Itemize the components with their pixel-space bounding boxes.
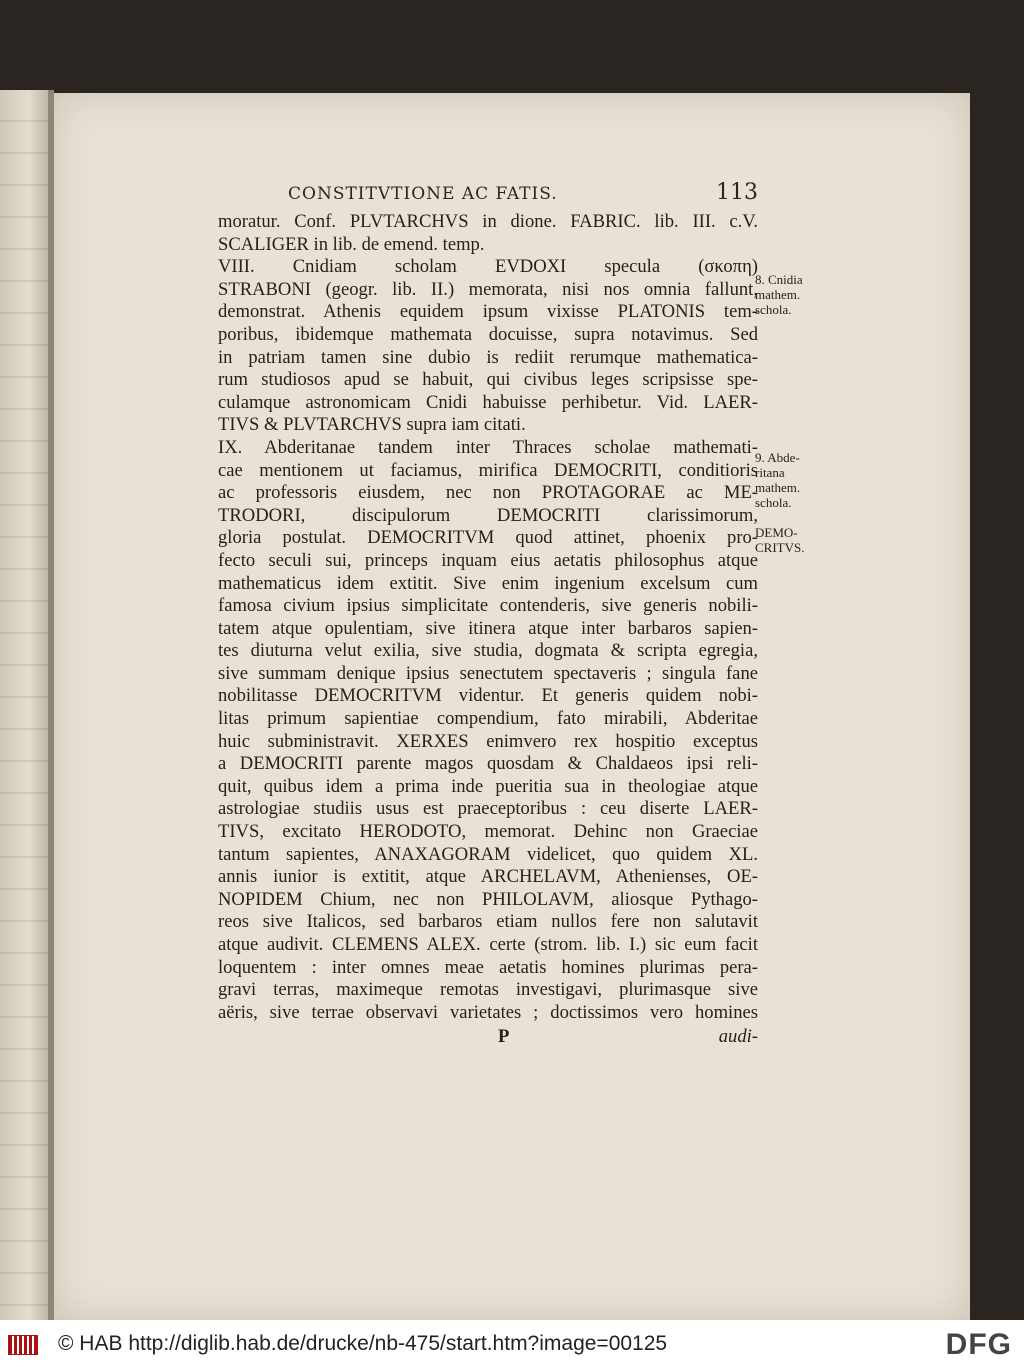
text-line: aëris, sive terrae observavi varietates ; doctissimos vero homines <box>218 1001 758 1023</box>
text-line: cae mentionem ut faciamus, mirifica DEMOCRITI, conditioris <box>218 459 758 481</box>
page-content <box>218 180 758 1048</box>
text-line: loquentem : inter omnes meae aetatis homines plurimas pera- <box>218 956 758 978</box>
text-line: TRODORI, discipulorum DEMOCRITI clarissimorum, <box>218 504 758 526</box>
text-line: in patriam tamen sine dubio is rediit rerumque mathematica- <box>218 346 758 368</box>
text-line: a DEMOCRITI parente magos quosdam & Chaldaeos ipsi reli- <box>218 753 758 775</box>
text-line: SCALIGER in lib. de emend. temp. <box>218 233 485 255</box>
signature-mark: P <box>498 1026 510 1048</box>
text-line: nobilitasse DEMOCRITVM videntur. Et generis quidem nobi- <box>218 685 758 707</box>
text-line: IX. Abderitanae tandem inter Thraces scholae mathemati- <box>218 436 758 458</box>
text-line: demonstrat. Athenis equidem ipsum vixisse PLATONIS tem- <box>218 301 758 323</box>
viewer-footer <box>0 1320 1024 1367</box>
text-line: VIII. Cnidiam scholam EVDOXI specula (σκοπη) <box>218 256 758 278</box>
text-line: poribus, ibidemque mathemata docuisse, supra notavimus. Sed <box>218 323 758 345</box>
text-body <box>218 211 758 1024</box>
text-line: gloria postulat. DEMOCRITVM quod attinet, phoenix pro- <box>218 527 758 549</box>
text-line: TIVS & PLVTARCHVS supra iam citati. <box>218 414 526 436</box>
dfg-logo: DFG <box>945 1328 1012 1361</box>
page-number: 113 <box>716 180 758 205</box>
text-line: ac professoris eiusdem, nec non PROTAGORAE ac ME- <box>218 482 758 504</box>
text-line: annis iunior is extitit, atque ARCHELAVM, Athenienses, OE- <box>218 866 758 888</box>
text-line: moratur. Conf. PLVTARCHVS in dione. FABRIC. lib. III. c.V. <box>218 211 758 232</box>
text-line: STRABONI (geogr. lib. II.) memorata, nisi nos omnia fallunt, <box>218 278 758 300</box>
text-line: NOPIDEM Chium, nec non PHILOLAVM, aliosque Pythago- <box>218 888 758 910</box>
text-line: reos sive Italicos, sed barbaros etiam nullos fere non salutavit <box>218 911 758 933</box>
text-line: mathematicus idem extitit. Sive enim ingenium excelsum cum <box>218 572 758 594</box>
text-line: gravi terras, maximeque remotas investigavi, plurimasque sive <box>218 979 758 1001</box>
text-line: TIVS, excitato HERODOTO, memorat. Dehinc non Graeciae <box>218 821 758 843</box>
text-line: huic subministravit. XERXES enimvero rex hospitio exceptus <box>218 730 758 752</box>
margin-note-democritus: DEMO- CRITVS. <box>755 525 805 555</box>
copyright-link[interactable]: © HAB http://diglib.hab.de/drucke/nb-475/start.htm?image=00125 <box>58 1331 668 1355</box>
text-line: quit, quibus idem a prima inde pueritia sua in theologiae atque <box>218 775 758 797</box>
hab-logo-icon <box>6 1329 40 1359</box>
left-page-edge <box>0 90 48 1320</box>
text-line: rum studiosos apud se habuit, qui civibus leges scripsisse spe- <box>218 369 758 391</box>
text-line: litas primum sapientiae compendium, fato mirabili, Abderitae <box>218 708 758 730</box>
text-line: sive summam denique ipsius senectutem spectaveris ; singula fane <box>218 662 758 684</box>
text-line: fecto seculi sui, princeps inquam eius aetatis philosophus atque <box>218 549 758 571</box>
catchword: audi- <box>718 1026 758 1048</box>
text-line: tatem atque opulentiam, sive itinera atque inter barbaros sapien- <box>218 617 758 639</box>
text-line: culamque astronomicam Cnidi habuisse perhibetur. Vid. LAER- <box>218 391 758 413</box>
text-line: tes diuturna velut exilia, sive studia, dogmata & scripta egregia, <box>218 640 758 662</box>
text-line: atque audivit. CLEMENS ALEX. certe (strom. lib. I.) sic eum facit <box>218 934 758 955</box>
margin-note-abderitana: 9. Abde- ritana mathem. schola. <box>755 450 801 510</box>
running-header <box>218 180 758 205</box>
catchline <box>218 1026 758 1048</box>
running-title: CONSTITVTIONE AC FATIS. <box>288 184 558 204</box>
text-line: astrologiae studiis usus est praeceptoribus : ceu diserte LAER- <box>218 798 758 820</box>
margin-note-cnidia: 8. Cnidia mathem. schola. <box>755 272 803 317</box>
text-line: famosa civium ipsius simplicitate contenderis, sive generis nobili- <box>218 595 758 617</box>
text-line: tantum sapientes, ANAXAGORAM videlicet, quo quidem XL. <box>218 843 758 865</box>
